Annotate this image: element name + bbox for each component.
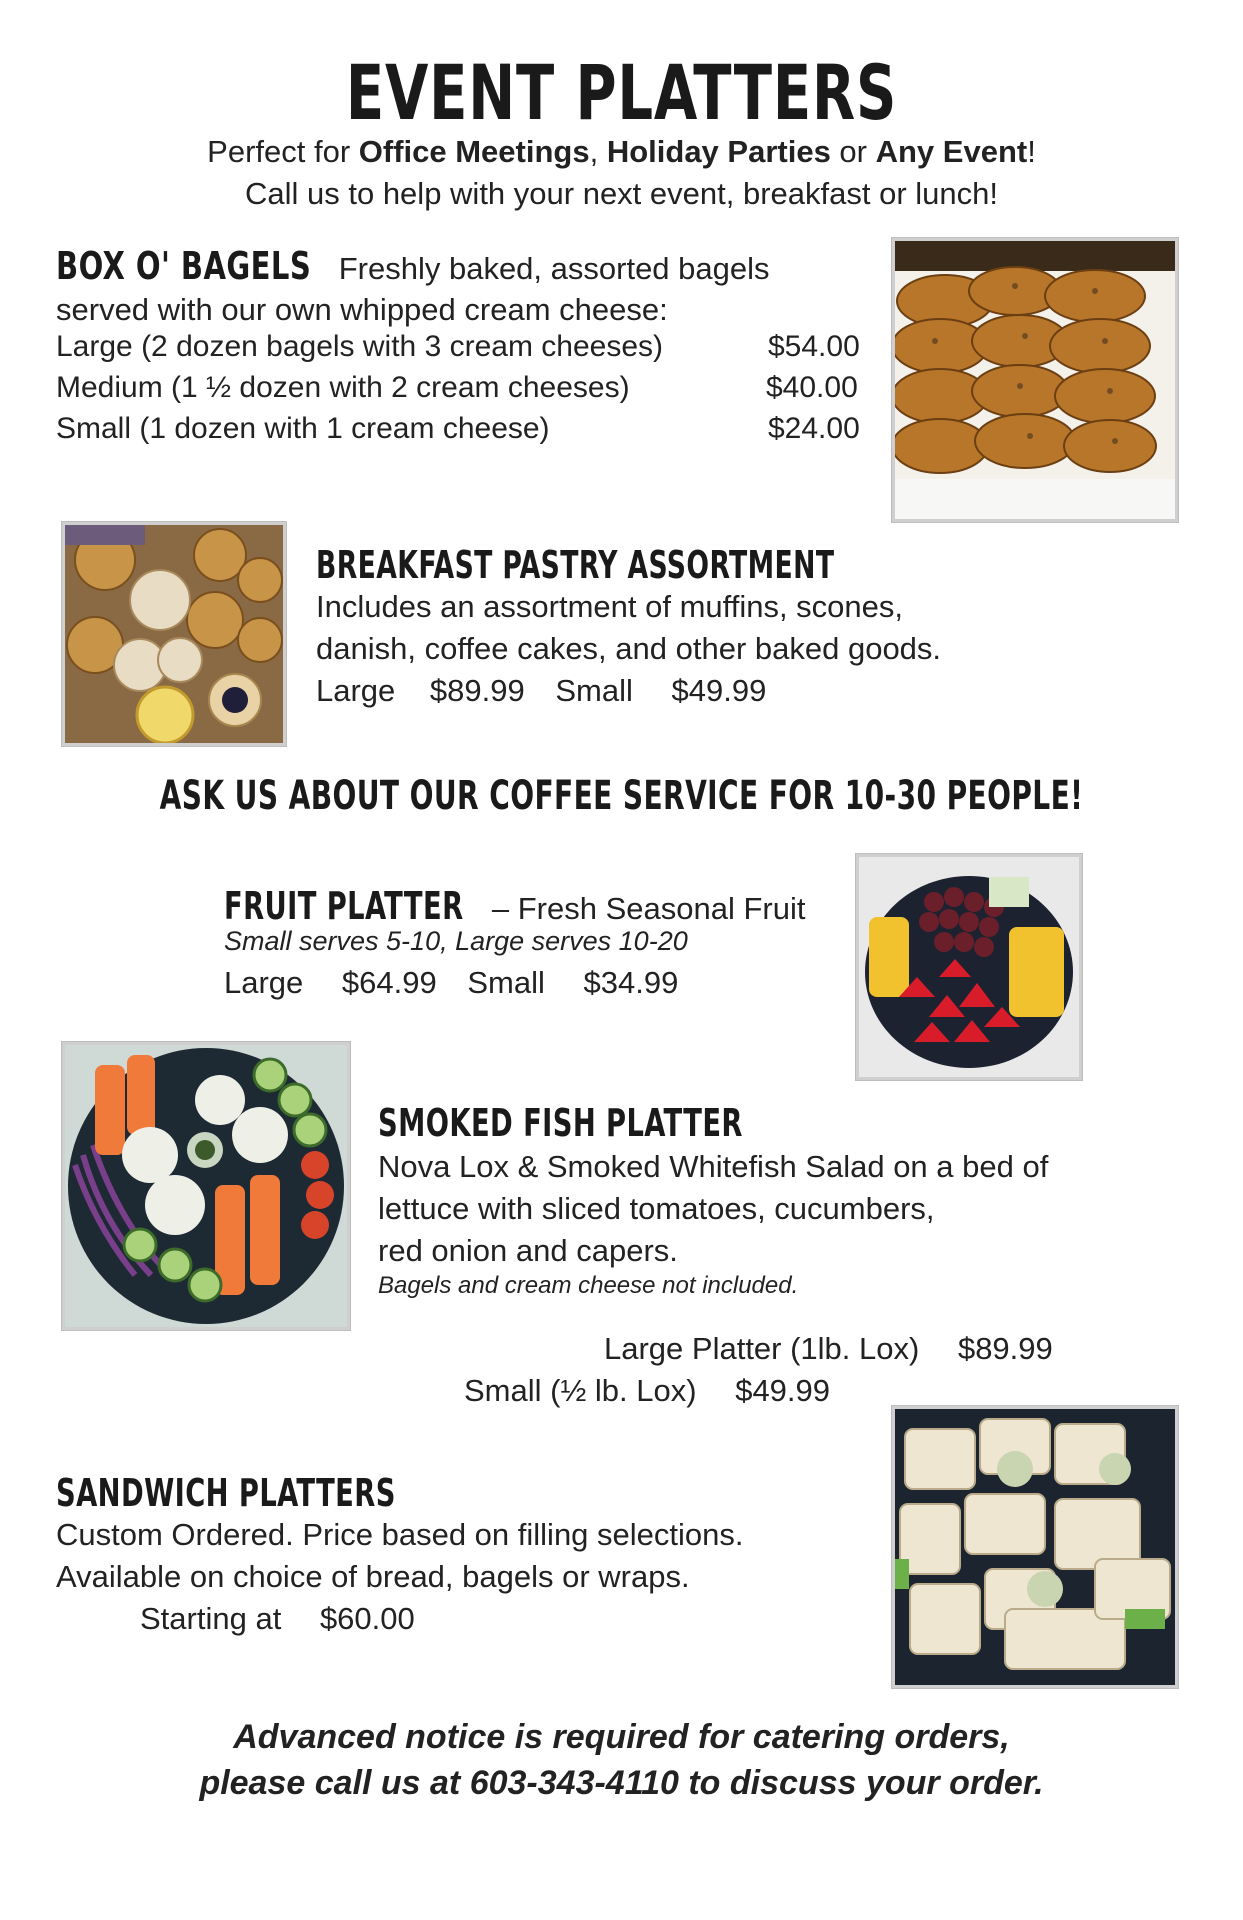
bagels-price-small: $24.00 [768, 412, 860, 445]
bagels-price-medium: $40.00 [766, 371, 858, 404]
pastry-large-price: $89.99 [429, 673, 525, 708]
bagels-desc-2: served with our own whipped cream cheese: [56, 292, 668, 327]
intro-any-event: Any Event [875, 134, 1028, 169]
pastry-desc-1: Includes an assortment of muffins, scones, [316, 589, 904, 624]
fish-note: Bagels and cream cheese not included. [378, 1272, 799, 1299]
fish-heading: SMOKED FISH PLATTER [378, 1101, 743, 1145]
bagels-row-label: Large (2 dozen bagels with 3 cream cheeses) [56, 330, 664, 363]
fish-small-row [464, 1370, 830, 1411]
bagels-desc-1: Freshly baked, assorted bagels [338, 251, 770, 286]
bagels-heading: BOX O' BAGELS [56, 244, 312, 288]
sandwich-desc-1: Custom Ordered. Price based on filling selections. [56, 1517, 744, 1552]
bagels-row-small [56, 412, 550, 446]
bagels-photo [892, 238, 1178, 522]
fruit-prices [224, 962, 678, 1003]
pastry-small-price: $49.99 [671, 673, 767, 708]
intro-text: or [830, 134, 876, 169]
bagels-row-label: Small (1 dozen with 1 cream cheese) [56, 412, 550, 445]
fish-large-row [604, 1328, 1053, 1369]
pastry-small-label: Small [555, 673, 633, 708]
sandwich-start-price: $60.00 [319, 1601, 415, 1636]
bagels-section [56, 244, 876, 330]
pastry-heading: BREAKFAST PASTRY ASSORTMENT [316, 543, 835, 587]
intro-holiday-parties: Holiday Parties [606, 134, 831, 169]
fish-desc-3: red onion and capers. [378, 1233, 678, 1268]
intro-text: , [589, 134, 607, 169]
fish-large-price: $89.99 [957, 1331, 1053, 1366]
footer-line-2: please call us at 603-343-4110 to discuss your order. [199, 1764, 1044, 1802]
fruit-desc: – Fresh Seasonal Fruit [491, 891, 806, 926]
fruit-heading: FRUIT PLATTER [224, 884, 464, 928]
pastry-desc-2: danish, coffee cakes, and other baked goods. [316, 631, 942, 666]
fish-large-label: Large Platter (1lb. Lox) [604, 1331, 920, 1366]
coffee-banner: ASK US ABOUT OUR COFFEE SERVICE FOR 10-30 PEOPLE! [159, 773, 1084, 819]
fish-photo [62, 1042, 350, 1330]
fruit-small-price: $34.99 [583, 965, 679, 1000]
bagels-row-large [56, 330, 663, 364]
intro-line-2: Call us to help with your next event, breakfast or lunch! [244, 176, 998, 211]
intro-line-1 [0, 132, 1243, 172]
fruit-photo [856, 854, 1082, 1080]
fish-small-label: Small (½ lb. Lox) [464, 1373, 697, 1408]
footer-line-1: Advanced notice is required for catering orders, [233, 1718, 1010, 1756]
bagels-price-large: $54.00 [768, 330, 860, 363]
sandwich-start-row [140, 1598, 415, 1639]
sandwich-heading: SANDWICH PLATTERS [56, 1471, 396, 1515]
fruit-serves: Small serves 5-10, Large serves 10-20 [224, 926, 688, 956]
page-title: EVENT PLATTERS [345, 48, 898, 137]
pastry-prices [316, 670, 766, 711]
fruit-small-label: Small [467, 965, 545, 1000]
fruit-large-label: Large [224, 965, 304, 1000]
fish-desc-2: lettuce with sliced tomatoes, cucumbers, [378, 1191, 935, 1226]
intro-text: Perfect for [207, 134, 359, 169]
intro-office-meetings: Office Meetings [358, 134, 590, 169]
intro-text: ! [1027, 134, 1036, 169]
sandwich-start-label: Starting at [140, 1601, 282, 1636]
fruit-heading-line [224, 884, 805, 929]
sandwich-desc-2: Available on choice of bread, bagels or wraps. [56, 1559, 690, 1594]
bagels-row-label: Medium (1 ½ dozen with 2 cream cheeses) [56, 371, 630, 404]
pastry-large-label: Large [316, 673, 396, 708]
fish-small-price: $49.99 [735, 1373, 831, 1408]
fruit-large-price: $64.99 [341, 965, 437, 1000]
pastry-photo [62, 522, 286, 746]
fish-desc-1: Nova Lox & Smoked Whitefish Salad on a bed of [378, 1149, 1049, 1184]
sandwich-photo [892, 1406, 1178, 1688]
bagels-row-medium [56, 371, 630, 405]
